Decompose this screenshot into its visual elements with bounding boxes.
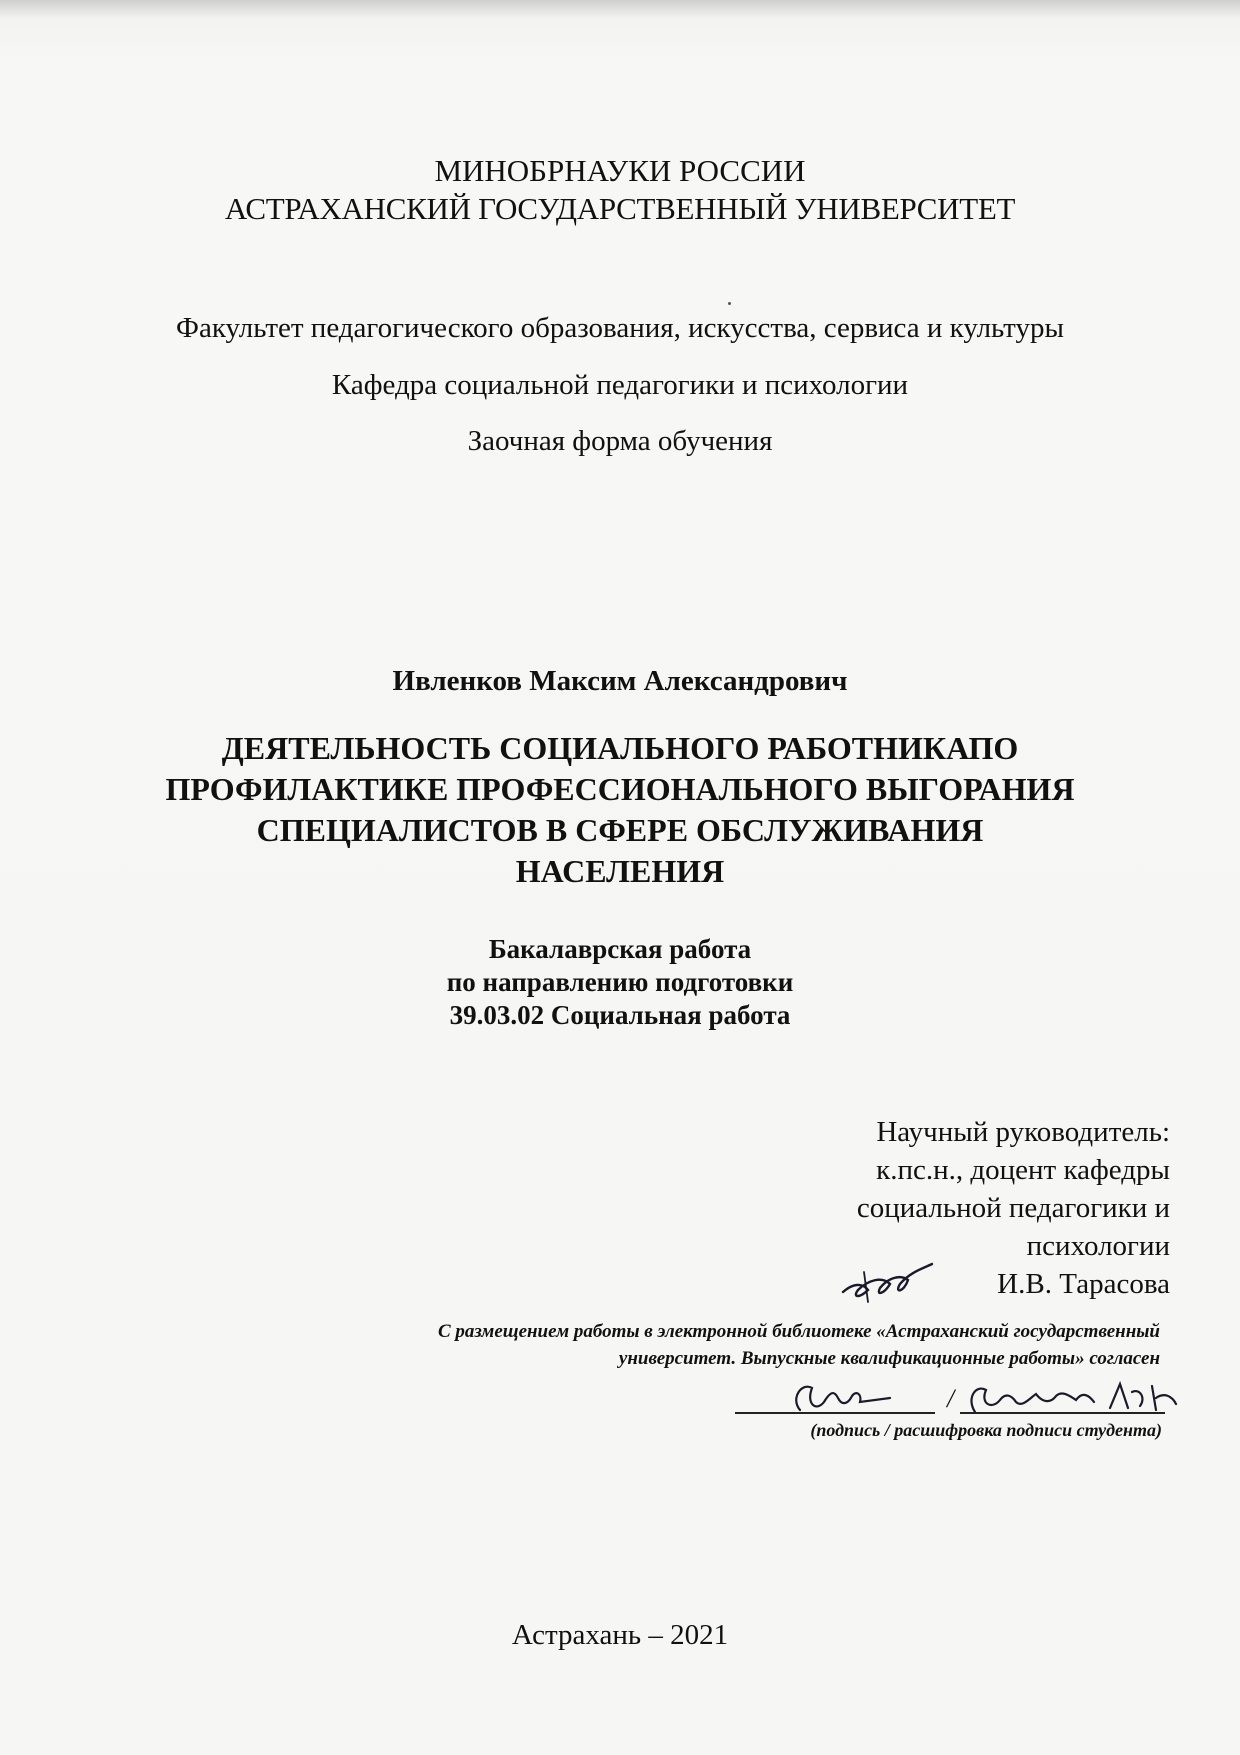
- library-consent-line: университет. Выпускные квалификационные работы» согласен: [618, 1348, 1160, 1369]
- university-heading: АСТРАХАНСКИЙ ГОСУДАРСТВЕННЫЙ УНИВЕРСИТЕТ: [224, 191, 1016, 226]
- work-type-line: Бакалаврская работа: [488, 934, 752, 964]
- department-name: Кафедра социальной педагогики и психологии: [331, 369, 909, 401]
- supervisor-department: психологии: [1026, 1230, 1170, 1262]
- ministry-heading: МИНОБРНАУКИ РОССИИ: [434, 153, 806, 188]
- thesis-title-line: ДЕЯТЕЛЬНОСТЬ СОЦИАЛЬНОГО РАБОТНИКАПО: [221, 730, 1019, 766]
- supervisor-degree: к.пс.н., доцент кафедры: [876, 1154, 1170, 1186]
- faculty-name: Факультет педагогического образования, искусства, сервиса и культуры: [176, 312, 1064, 344]
- supervisor-name: И.В. Тарасова: [997, 1268, 1170, 1300]
- supervisor-department: социальной педагогики и: [856, 1192, 1170, 1224]
- city-year: Астрахань – 2021: [511, 1619, 729, 1651]
- library-consent: [438, 1318, 1160, 1372]
- work-direction-line: по направлению подготовки: [446, 967, 794, 997]
- supervisor-label: Научный руководитель:: [876, 1116, 1170, 1148]
- signature-caption: (подпись / расшифровка подписи студента): [810, 1420, 1162, 1440]
- thesis-title: [100, 728, 1140, 892]
- work-specialty-line: 39.03.02 Социальная работа: [449, 1000, 791, 1030]
- thesis-title-line: НАСЕЛЕНИЯ: [515, 853, 725, 889]
- author-name: Ивленков Максим Александрович: [392, 665, 848, 697]
- supervisor-signature: [838, 1258, 938, 1313]
- library-consent-line: С размещением работы в электронной библиотеке «Астраханский государственный: [437, 1321, 1160, 1342]
- scan-speck: [728, 302, 731, 305]
- study-form: Заочная форма обучения: [467, 425, 773, 457]
- signature-decoding-line: [960, 1412, 1165, 1414]
- work-type: [0, 933, 1240, 1032]
- student-signature: [780, 1368, 1210, 1423]
- thesis-title-line: СПЕЦИАЛИСТОВ В СФЕРЕ ОБСЛУЖИВАНИЯ: [256, 812, 984, 848]
- signature-line: [735, 1412, 935, 1414]
- signature-separator: /: [947, 1384, 955, 1413]
- thesis-title-line: ПРОФИЛАКТИКЕ ПРОФЕССИОНАЛЬНОГО ВЫГОРАНИЯ: [165, 771, 1075, 807]
